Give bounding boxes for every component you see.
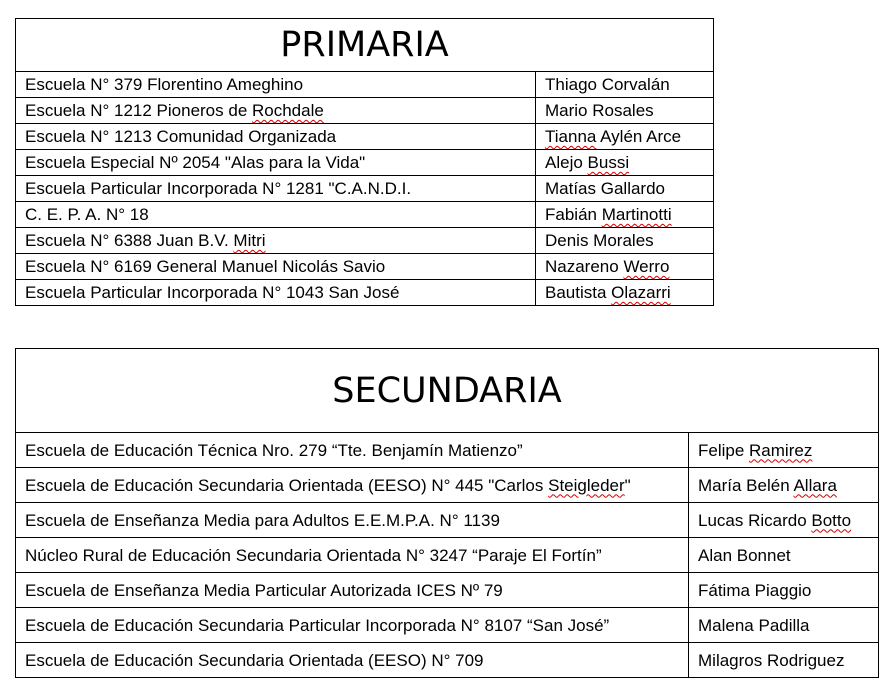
table-row: [16, 202, 714, 228]
table-header-row: [16, 349, 879, 433]
school-cell: Escuela N° 379 Florentino Ameghino: [16, 72, 536, 98]
student-name-cell: Felipe Ramirez: [689, 433, 879, 468]
student-name-cell: Tianna Aylén Arce: [536, 124, 714, 150]
secundaria-table: [15, 348, 879, 678]
student-name-cell: Alan Bonnet: [689, 538, 879, 573]
school-cell: Escuela de Educación Técnica Nro. 279 “Tte. Benjamín Matienzo”: [16, 433, 689, 468]
table-row: [16, 124, 714, 150]
student-name-cell: Denis Morales: [536, 228, 714, 254]
table-row: [16, 72, 714, 98]
table-row: [16, 468, 879, 503]
student-name-cell: María Belén Allara: [689, 468, 879, 503]
student-name-cell: Thiago Corvalán: [536, 72, 714, 98]
school-cell: Escuela N° 1212 Pioneros de Rochdale: [16, 98, 536, 124]
table-row: [16, 643, 879, 678]
student-name-cell: Bautista Olazarri: [536, 280, 714, 306]
primaria-table: [15, 18, 714, 306]
table-row: [16, 433, 879, 468]
table-row: [16, 503, 879, 538]
table-row: [16, 98, 714, 124]
table-row: [16, 254, 714, 280]
school-cell: Escuela Particular Incorporada N° 1043 San José: [16, 280, 536, 306]
school-cell: Escuela N° 6388 Juan B.V. Mitri: [16, 228, 536, 254]
school-cell: Escuela N° 1213 Comunidad Organizada: [16, 124, 536, 150]
table-row: [16, 573, 879, 608]
student-name-cell: Mario Rosales: [536, 98, 714, 124]
student-name-cell: Nazareno Werro: [536, 254, 714, 280]
student-name-cell: Lucas Ricardo Botto: [689, 503, 879, 538]
table-row: [16, 538, 879, 573]
school-cell: Escuela de Educación Secundaria Orientada (EESO) N° 709: [16, 643, 689, 678]
school-cell: Escuela de Educación Secundaria Particular Incorporada N° 8107 “San José”: [16, 608, 689, 643]
secundaria-title: SECUNDARIA: [16, 349, 879, 433]
school-cell: Escuela de Educación Secundaria Orientada (EESO) N° 445 "Carlos Steigleder": [16, 468, 689, 503]
school-cell: Núcleo Rural de Educación Secundaria Orientada N° 3247 “Paraje El Fortín”: [16, 538, 689, 573]
school-cell: Escuela Especial Nº 2054 "Alas para la Vida": [16, 150, 536, 176]
primaria-title: PRIMARIA: [16, 19, 714, 72]
student-name-cell: Alejo Bussi: [536, 150, 714, 176]
school-cell: C. E. P. A. N° 18: [16, 202, 536, 228]
table-row: [16, 176, 714, 202]
school-cell: Escuela de Enseñanza Media para Adultos E.E.M.P.A. N° 1139: [16, 503, 689, 538]
student-name-cell: Fabián Martinotti: [536, 202, 714, 228]
table-row: [16, 150, 714, 176]
student-name-cell: Milagros Rodriguez: [689, 643, 879, 678]
table-header-row: [16, 19, 714, 72]
student-name-cell: Malena Padilla: [689, 608, 879, 643]
table-row: [16, 228, 714, 254]
school-cell: Escuela de Enseñanza Media Particular Autorizada ICES Nº 79: [16, 573, 689, 608]
school-cell: Escuela Particular Incorporada N° 1281 "C.A.N.D.I.: [16, 176, 536, 202]
student-name-cell: Matías Gallardo: [536, 176, 714, 202]
table-row: [16, 608, 879, 643]
school-cell: Escuela N° 6169 General Manuel Nicolás Savio: [16, 254, 536, 280]
table-row: [16, 280, 714, 306]
student-name-cell: Fátima Piaggio: [689, 573, 879, 608]
